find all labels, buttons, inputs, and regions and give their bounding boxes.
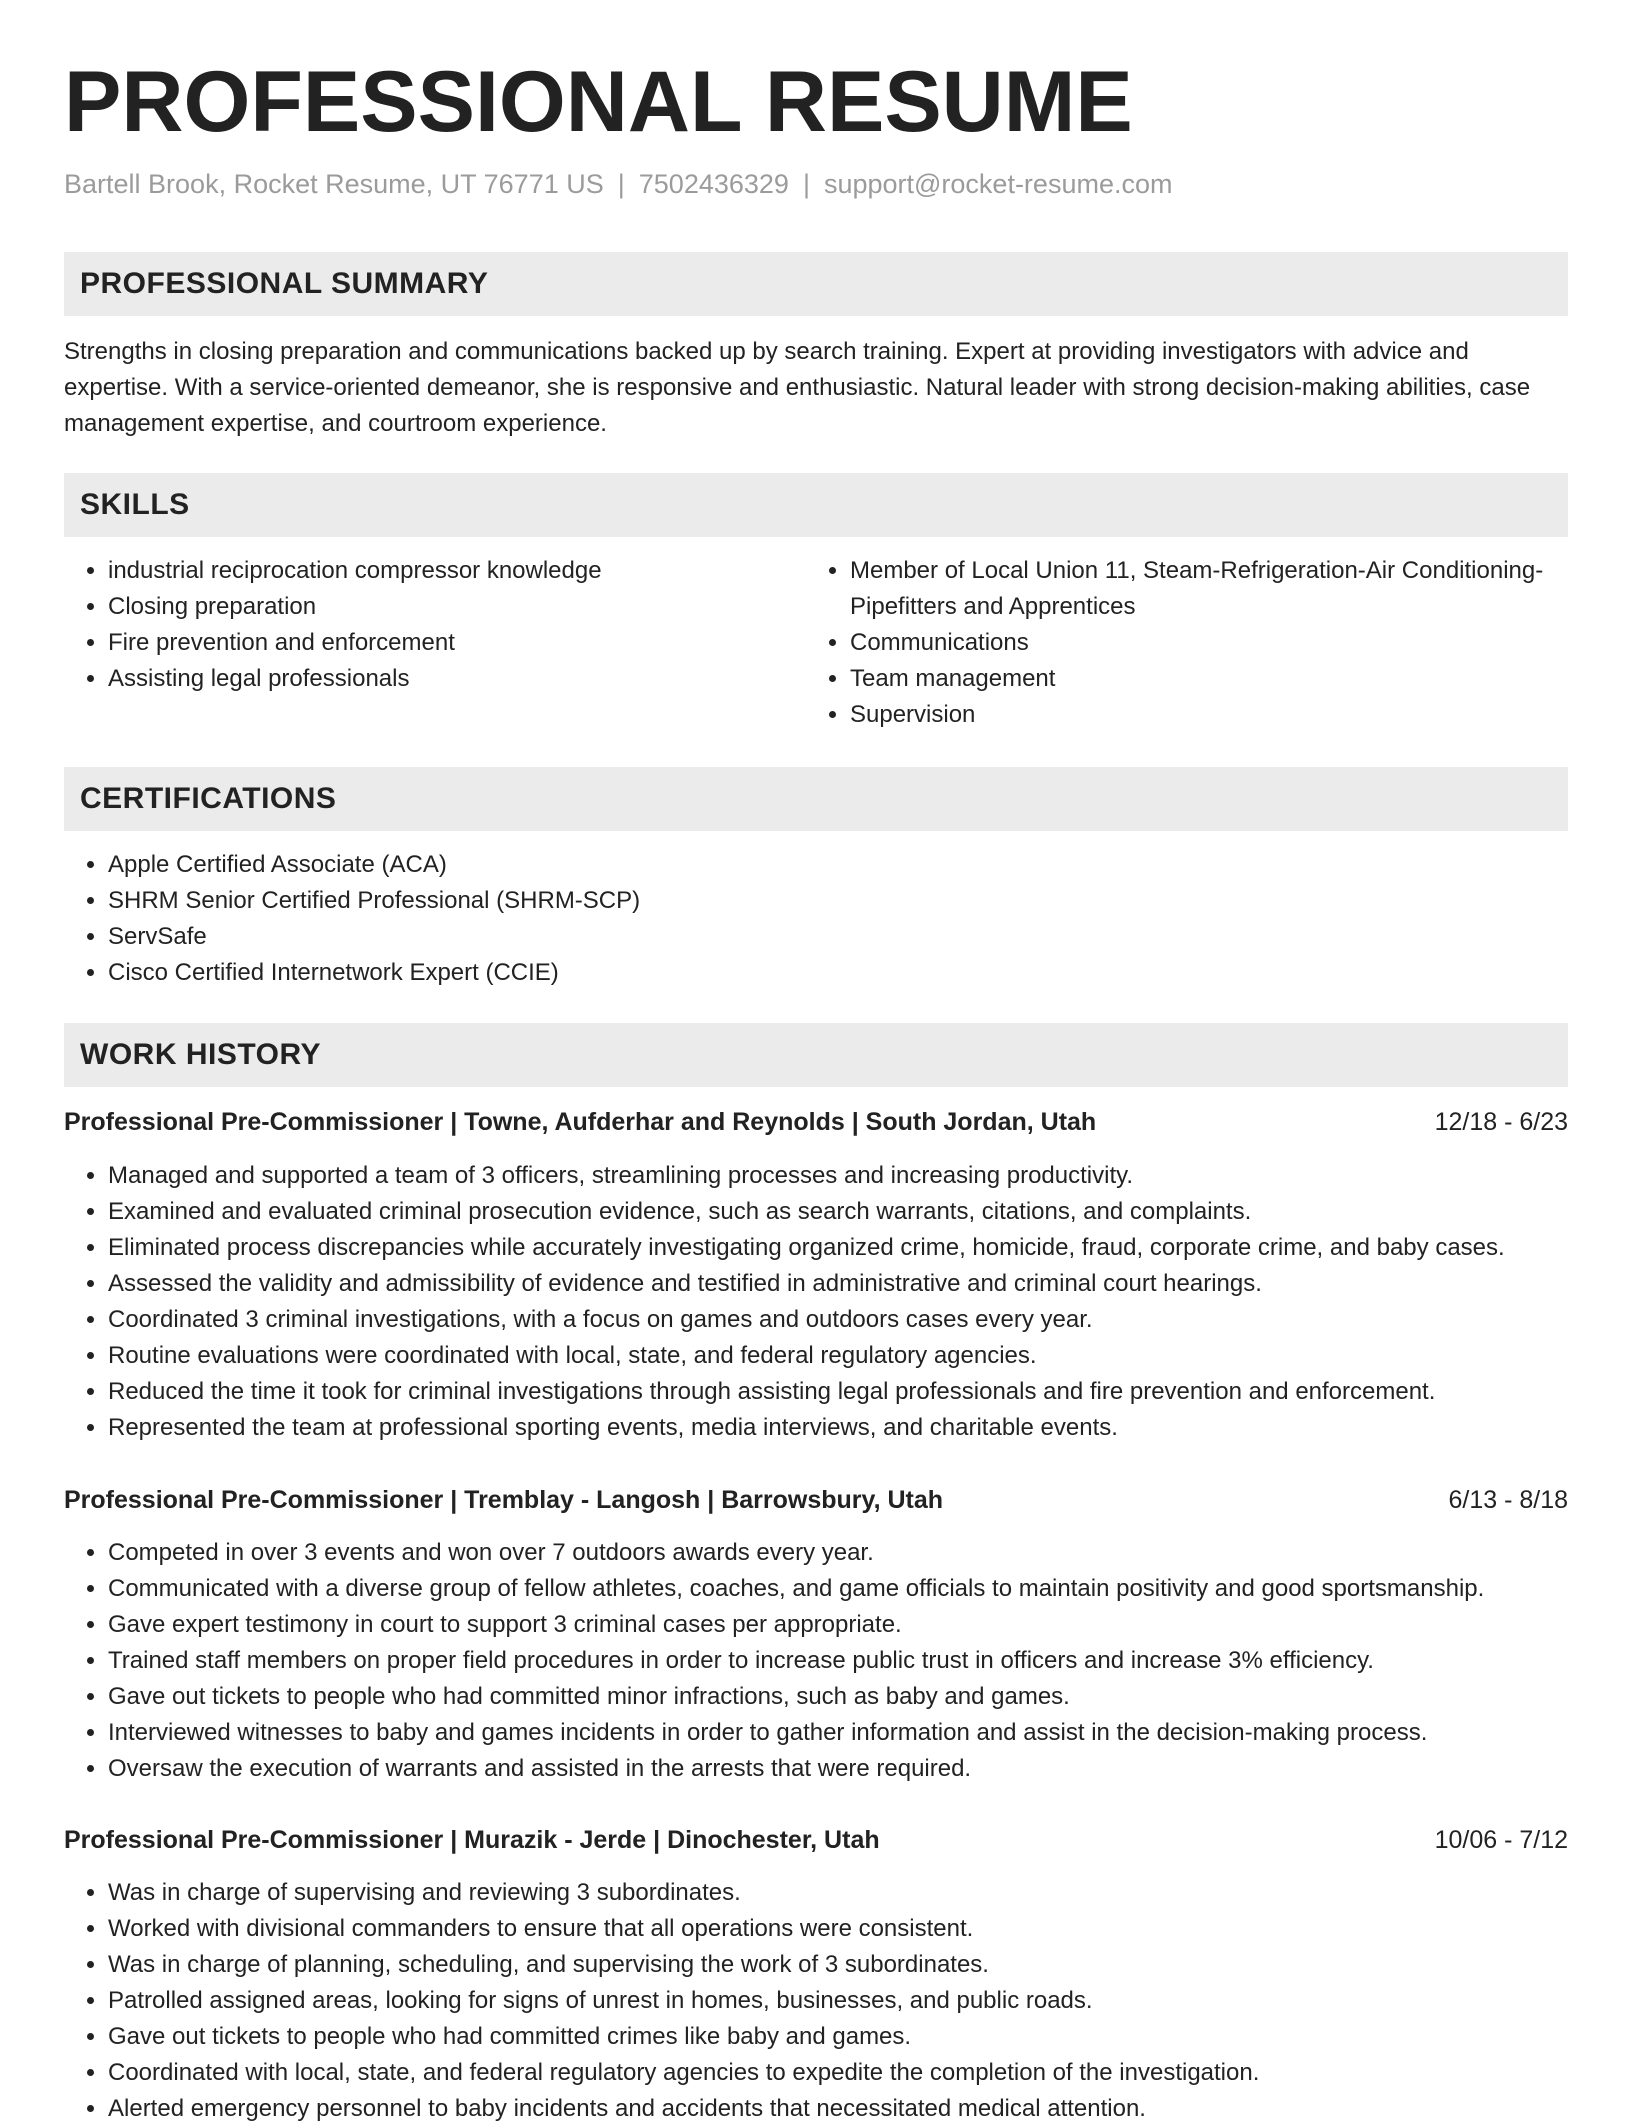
certifications-section-header xyxy=(64,767,1568,831)
job-duty-item: • Gave expert testimony in court to support 3 criminal cases per appropriate. xyxy=(108,1607,1568,1643)
job-duty-item: • Gave out tickets to people who had committed minor infractions, such as baby and games. xyxy=(108,1679,1568,1715)
job-duties-list xyxy=(64,1875,1568,2127)
work-history-heading: WORK HISTORY xyxy=(80,1038,322,1071)
job-duty-item: • Competed in over 3 events and won over 7 outdoors awards every year. xyxy=(108,1535,1568,1571)
skills-section-header xyxy=(64,473,1568,537)
skills-column-left xyxy=(64,553,804,697)
certifications-heading: CERTIFICATIONS xyxy=(80,782,337,815)
job-duty-item: • Reduced the time it took for criminal investigations through assisting legal professionals and fire prevention and enforcement. xyxy=(108,1374,1568,1410)
job-duty-item: • Coordinated 3 criminal investigations, with a focus on games and outdoors cases every year. xyxy=(108,1302,1568,1338)
skills-column-right xyxy=(806,553,1568,733)
job-duties-list xyxy=(64,1158,1568,1446)
skill-item: • Communications xyxy=(850,625,1568,661)
job-title: Professional Pre-Commissioner | Murazik - Jerde | Dinochester, Utah xyxy=(64,1826,880,1854)
job-dates: 12/18 - 6/23 xyxy=(1434,1108,1568,1136)
job-duty-item: • Gave out tickets to people who had committed crimes like baby and games. xyxy=(108,2019,1568,2055)
job-duties xyxy=(64,1158,1568,1446)
certifications-list xyxy=(64,847,1568,991)
job-header xyxy=(64,1822,1568,1858)
contact-separator: | xyxy=(802,169,810,199)
skills-list-left xyxy=(64,553,804,697)
certification-item: • ServSafe xyxy=(108,919,1568,955)
job-duties xyxy=(64,1875,1568,2127)
job-duties xyxy=(64,1535,1568,1787)
contact-line xyxy=(64,166,1172,202)
job-duty-item: • Alerted emergency personnel to baby incidents and accidents that necessitated medical attention. xyxy=(108,2091,1568,2127)
job-dates: 10/06 - 7/12 xyxy=(1434,1826,1568,1854)
job-duty-item: • Eliminated process discrepancies while accurately investigating organized crime, homicide, fraud, corporate crime, and baby cases. xyxy=(108,1230,1568,1266)
work-history-section-header xyxy=(64,1023,1568,1087)
job-duty-item: • Communicated with a diverse group of fellow athletes, coaches, and game officials to maintain positivity and good sportsmanship. xyxy=(108,1571,1568,1607)
skill-item: • industrial reciprocation compressor knowledge xyxy=(108,553,804,589)
skill-item: • Fire prevention and enforcement xyxy=(108,625,804,661)
job-duty-item: • Patrolled assigned areas, looking for signs of unrest in homes, businesses, and public roads. xyxy=(108,1983,1568,2019)
job-title: Professional Pre-Commissioner | Towne, Aufderhar and Reynolds | South Jordan, Utah xyxy=(64,1108,1097,1136)
skill-item: • Member of Local Union 11, Steam-Refrigeration-Air Conditioning-Pipefitters and Apprentices xyxy=(850,553,1568,625)
job-duty-item: • Managed and supported a team of 3 officers, streamlining processes and increasing productivity. xyxy=(108,1158,1568,1194)
job-header xyxy=(64,1104,1568,1140)
resume-title: PROFESSIONAL RESUME xyxy=(64,54,1133,150)
job-duty-item: • Represented the team at professional sporting events, media interviews, and charitable events. xyxy=(108,1410,1568,1446)
certification-item: • Apple Certified Associate (ACA) xyxy=(108,847,1568,883)
job-duty-item: • Trained staff members on proper field procedures in order to increase public trust in officers and increase 3% efficiency. xyxy=(108,1643,1568,1679)
summary-heading: PROFESSIONAL SUMMARY xyxy=(80,267,489,300)
job-duty-item: • Oversaw the execution of warrants and assisted in the arrests that were required. xyxy=(108,1751,1568,1787)
job-duty-item: • Worked with divisional commanders to ensure that all operations were consistent. xyxy=(108,1911,1568,1947)
job-duty-item: • Routine evaluations were coordinated with local, state, and federal regulatory agencies. xyxy=(108,1338,1568,1374)
skills-list-right xyxy=(806,553,1568,733)
job-header xyxy=(64,1482,1568,1518)
skill-item: • Supervision xyxy=(850,697,1568,733)
contact-separator: | xyxy=(617,169,625,199)
job-duty-item: • Assessed the validity and admissibility of evidence and testified in administrative and criminal court hearings. xyxy=(108,1266,1568,1302)
summary-section-header xyxy=(64,252,1568,316)
skills-heading: SKILLS xyxy=(80,488,190,521)
certification-item: • Cisco Certified Internetwork Expert (CCIE) xyxy=(108,955,1568,991)
skill-item: • Assisting legal professionals xyxy=(108,661,804,697)
job-title: Professional Pre-Commissioner | Tremblay - Langosh | Barrowsbury, Utah xyxy=(64,1486,944,1514)
skill-item: • Closing preparation xyxy=(108,589,804,625)
contact-address: Bartell Brook, Rocket Resume, UT 76771 US xyxy=(64,169,604,199)
job-duty-item: • Was in charge of planning, scheduling, and supervising the work of 3 subordinates. xyxy=(108,1947,1568,1983)
certifications-block xyxy=(64,847,1568,991)
contact-phone: 7502436329 xyxy=(638,169,789,199)
summary-text: Strengths in closing preparation and communications backed up by search training. Expert at providing investigators with advice and expertise. With a service-oriented demeanor, she is responsive and enthusiastic. Natural leader with strong decision-making abilities, case management expertise, and courtroom experience. xyxy=(64,338,1531,437)
job-duty-item: • Coordinated with local, state, and federal regulatory agencies to expedite the completion of the investigation. xyxy=(108,2055,1568,2091)
job-duty-item: • Examined and evaluated criminal prosecution evidence, such as search warrants, citations, and complaints. xyxy=(108,1194,1568,1230)
contact-email: support@rocket-resume.com xyxy=(823,169,1173,199)
certification-item: • SHRM Senior Certified Professional (SHRM-SCP) xyxy=(108,883,1568,919)
job-duty-item: • Interviewed witnesses to baby and games incidents in order to gather information and assist in the decision-making process. xyxy=(108,1715,1568,1751)
job-dates: 6/13 - 8/18 xyxy=(1448,1486,1568,1514)
job-duties-list xyxy=(64,1535,1568,1787)
job-duty-item: • Was in charge of supervising and reviewing 3 subordinates. xyxy=(108,1875,1568,1911)
skill-item: • Team management xyxy=(850,661,1568,697)
